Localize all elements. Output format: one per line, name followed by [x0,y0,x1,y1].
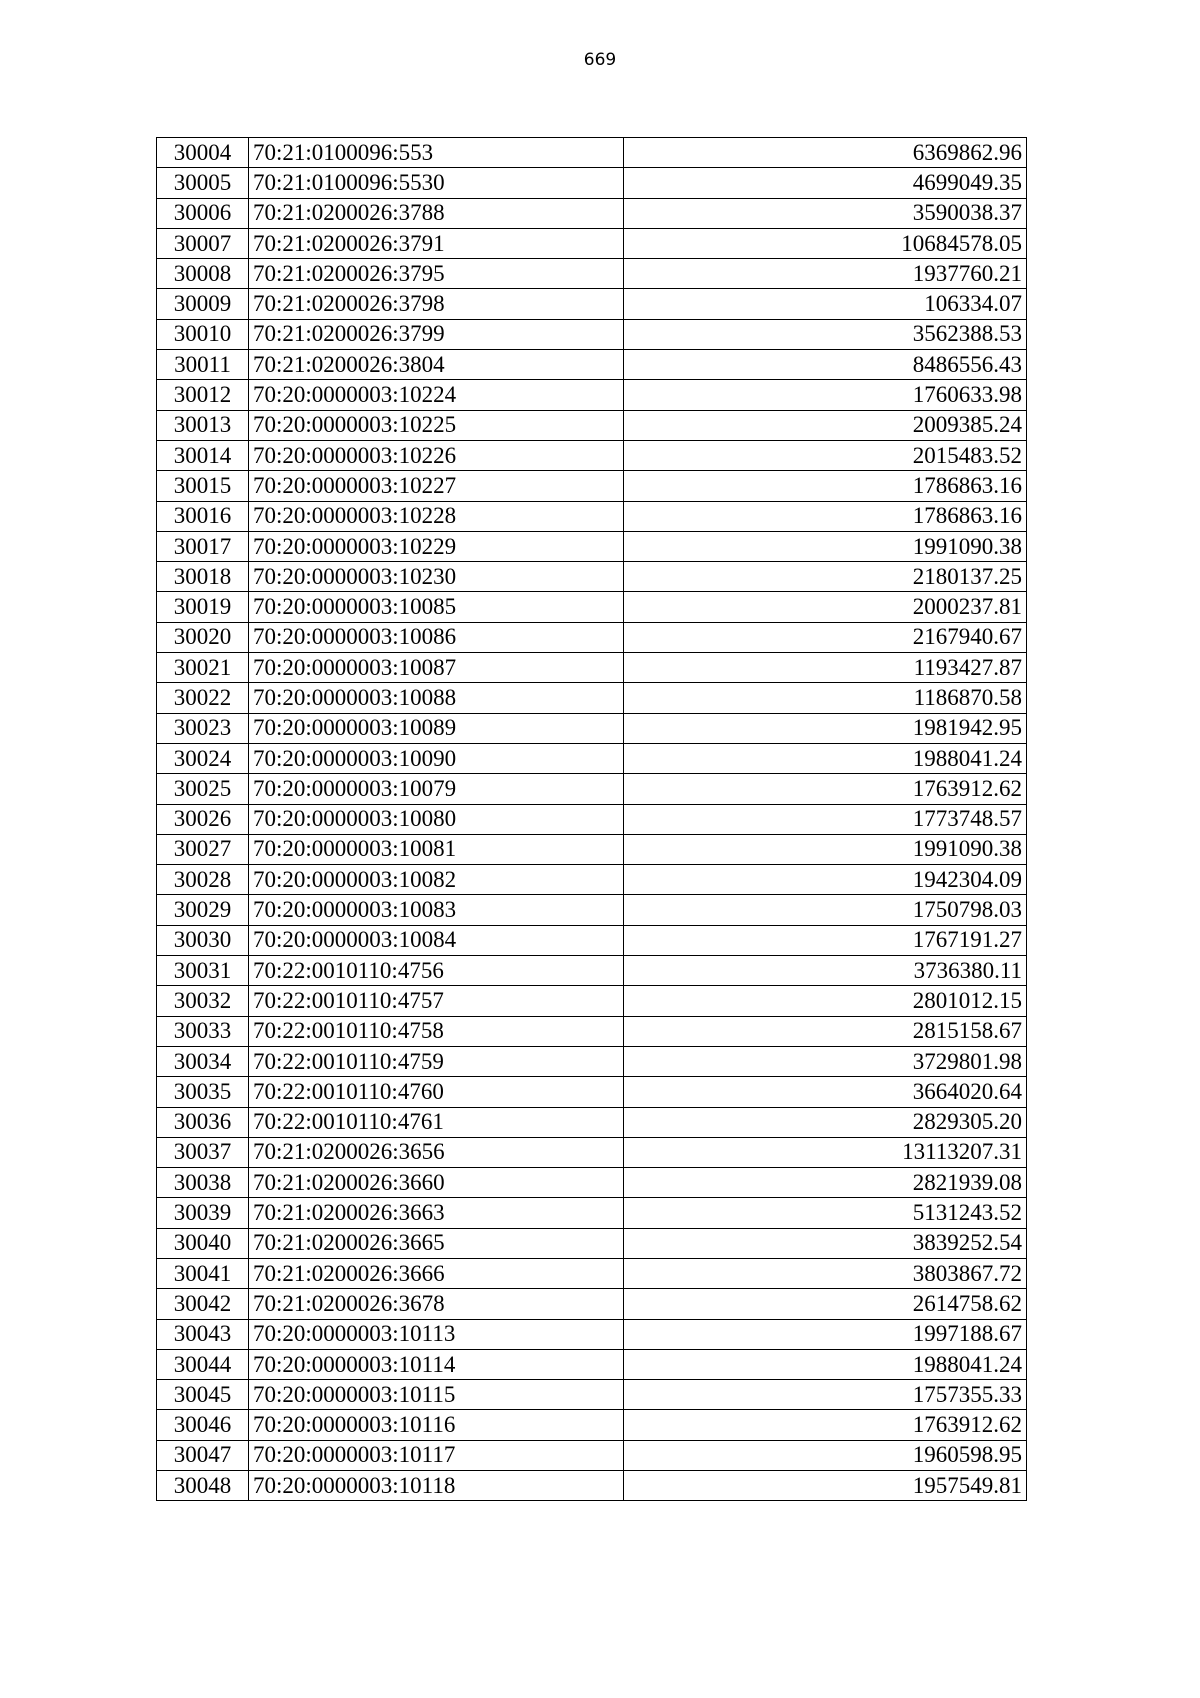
table-row [157,1410,1027,1440]
table-row [157,410,1027,440]
value-cell: 2614758.62 [624,1289,1027,1319]
table-row [157,834,1027,864]
table-row [157,774,1027,804]
cadastral-number-cell: 70:20:0000003:10090 [249,743,624,773]
row-number-cell: 30029 [157,895,249,925]
table-row [157,319,1027,349]
table-row [157,350,1027,380]
row-number-cell: 30044 [157,1349,249,1379]
row-number-cell: 30017 [157,531,249,561]
value-cell: 2009385.24 [624,410,1027,440]
table-row [157,1349,1027,1379]
value-cell: 1942304.09 [624,865,1027,895]
row-number-cell: 30022 [157,683,249,713]
value-cell: 1750798.03 [624,895,1027,925]
table-row [157,895,1027,925]
cadastral-number-cell: 70:21:0200026:3663 [249,1198,624,1228]
row-number-cell: 30021 [157,653,249,683]
row-number-cell: 30009 [157,289,249,319]
value-cell: 3736380.11 [624,956,1027,986]
table-row [157,1471,1027,1501]
row-number-cell: 30010 [157,319,249,349]
table-row [157,865,1027,895]
table-row [157,622,1027,652]
value-cell: 1757355.33 [624,1380,1027,1410]
table-row [157,1168,1027,1198]
table-row [157,1380,1027,1410]
value-cell: 6369862.96 [624,138,1027,168]
value-cell: 2000237.81 [624,592,1027,622]
row-number-cell: 30046 [157,1410,249,1440]
row-number-cell: 30015 [157,471,249,501]
cadastral-number-cell: 70:21:0200026:3798 [249,289,624,319]
value-cell: 3664020.64 [624,1077,1027,1107]
table-row [157,1319,1027,1349]
cadastral-number-cell: 70:21:0200026:3804 [249,350,624,380]
cadastral-number-cell: 70:20:0000003:10086 [249,622,624,652]
row-number-cell: 30042 [157,1289,249,1319]
table-row [157,471,1027,501]
value-cell: 1981942.95 [624,713,1027,743]
cadastral-number-cell: 70:21:0200026:3665 [249,1228,624,1258]
row-number-cell: 30027 [157,834,249,864]
cadastral-number-cell: 70:22:0010110:4761 [249,1107,624,1137]
row-number-cell: 30019 [157,592,249,622]
cadastral-number-cell: 70:20:0000003:10081 [249,834,624,864]
registry-table [156,137,1027,1501]
row-number-cell: 30034 [157,1046,249,1076]
cadastral-number-cell: 70:20:0000003:10118 [249,1471,624,1501]
row-number-cell: 30035 [157,1077,249,1107]
value-cell: 2801012.15 [624,986,1027,1016]
row-number-cell: 30047 [157,1440,249,1470]
cadastral-number-cell: 70:20:0000003:10116 [249,1410,624,1440]
row-number-cell: 30031 [157,956,249,986]
value-cell: 1988041.24 [624,1349,1027,1379]
value-cell: 3562388.53 [624,319,1027,349]
table-row [157,501,1027,531]
cadastral-number-cell: 70:20:0000003:10227 [249,471,624,501]
table-row [157,743,1027,773]
cadastral-number-cell: 70:20:0000003:10082 [249,865,624,895]
table-row [157,1077,1027,1107]
value-cell: 1186870.58 [624,683,1027,713]
table-row [157,1046,1027,1076]
value-cell: 1773748.57 [624,804,1027,834]
value-cell: 1786863.16 [624,471,1027,501]
cadastral-number-cell: 70:22:0010110:4758 [249,1016,624,1046]
value-cell: 3590038.37 [624,198,1027,228]
value-cell: 1988041.24 [624,743,1027,773]
table-row [157,592,1027,622]
cadastral-number-cell: 70:21:0200026:3656 [249,1137,624,1167]
cadastral-number-cell: 70:20:0000003:10230 [249,562,624,592]
table-row [157,531,1027,561]
value-cell: 106334.07 [624,289,1027,319]
row-number-cell: 30018 [157,562,249,592]
value-cell: 2015483.52 [624,440,1027,470]
table-row [157,713,1027,743]
cadastral-number-cell: 70:22:0010110:4759 [249,1046,624,1076]
row-number-cell: 30011 [157,350,249,380]
cadastral-number-cell: 70:20:0000003:10114 [249,1349,624,1379]
row-number-cell: 30048 [157,1471,249,1501]
cadastral-number-cell: 70:22:0010110:4760 [249,1077,624,1107]
cadastral-number-cell: 70:20:0000003:10087 [249,653,624,683]
value-cell: 1763912.62 [624,774,1027,804]
table-row [157,259,1027,289]
row-number-cell: 30025 [157,774,249,804]
value-cell: 1763912.62 [624,1410,1027,1440]
row-number-cell: 30020 [157,622,249,652]
row-number-cell: 30043 [157,1319,249,1349]
row-number-cell: 30038 [157,1168,249,1198]
row-number-cell: 30013 [157,410,249,440]
table-row [157,683,1027,713]
table-row [157,1198,1027,1228]
value-cell: 1760633.98 [624,380,1027,410]
cadastral-number-cell: 70:21:0200026:3791 [249,228,624,258]
row-number-cell: 30004 [157,138,249,168]
row-number-cell: 30008 [157,259,249,289]
row-number-cell: 30023 [157,713,249,743]
cadastral-number-cell: 70:20:0000003:10088 [249,683,624,713]
cadastral-number-cell: 70:21:0200026:3678 [249,1289,624,1319]
value-cell: 3803867.72 [624,1258,1027,1288]
cadastral-number-cell: 70:21:0200026:3795 [249,259,624,289]
value-cell: 1997188.67 [624,1319,1027,1349]
table-row [157,956,1027,986]
cadastral-number-cell: 70:20:0000003:10115 [249,1380,624,1410]
cadastral-number-cell: 70:20:0000003:10113 [249,1319,624,1349]
value-cell: 5131243.52 [624,1198,1027,1228]
row-number-cell: 30024 [157,743,249,773]
table-row [157,804,1027,834]
table-row [157,289,1027,319]
cadastral-number-cell: 70:21:0200026:3660 [249,1168,624,1198]
cadastral-number-cell: 70:21:0200026:3666 [249,1258,624,1288]
cadastral-number-cell: 70:21:0100096:553 [249,138,624,168]
value-cell: 1991090.38 [624,834,1027,864]
table-row [157,1137,1027,1167]
cadastral-number-cell: 70:21:0200026:3788 [249,198,624,228]
value-cell: 2815158.67 [624,1016,1027,1046]
table-row [157,228,1027,258]
row-number-cell: 30028 [157,865,249,895]
cadastral-number-cell: 70:20:0000003:10224 [249,380,624,410]
table-row [157,380,1027,410]
cadastral-number-cell: 70:20:0000003:10080 [249,804,624,834]
value-cell: 1937760.21 [624,259,1027,289]
table-row [157,440,1027,470]
value-cell: 4699049.35 [624,168,1027,198]
row-number-cell: 30026 [157,804,249,834]
cadastral-number-cell: 70:20:0000003:10228 [249,501,624,531]
page-number: 669 [583,50,617,70]
cadastral-number-cell: 70:20:0000003:10085 [249,592,624,622]
row-number-cell: 30030 [157,925,249,955]
table-row [157,168,1027,198]
cadastral-number-cell: 70:22:0010110:4756 [249,956,624,986]
table-row [157,986,1027,1016]
cadastral-number-cell: 70:20:0000003:10225 [249,410,624,440]
row-number-cell: 30032 [157,986,249,1016]
row-number-cell: 30041 [157,1258,249,1288]
table-row [157,562,1027,592]
value-cell: 1960598.95 [624,1440,1027,1470]
row-number-cell: 30039 [157,1198,249,1228]
table-row [157,653,1027,683]
registry-table-body [157,138,1027,1501]
row-number-cell: 30037 [157,1137,249,1167]
row-number-cell: 30012 [157,380,249,410]
cadastral-number-cell: 70:20:0000003:10089 [249,713,624,743]
row-number-cell: 30040 [157,1228,249,1258]
value-cell: 2821939.08 [624,1168,1027,1198]
row-number-cell: 30033 [157,1016,249,1046]
row-number-cell: 30045 [157,1380,249,1410]
value-cell: 1957549.81 [624,1471,1027,1501]
value-cell: 2167940.67 [624,622,1027,652]
cadastral-number-cell: 70:20:0000003:10084 [249,925,624,955]
cadastral-number-cell: 70:21:0200026:3799 [249,319,624,349]
row-number-cell: 30016 [157,501,249,531]
table-row [157,138,1027,168]
cadastral-number-cell: 70:20:0000003:10229 [249,531,624,561]
cadastral-number-cell: 70:21:0100096:5530 [249,168,624,198]
value-cell: 1786863.16 [624,501,1027,531]
table-row [157,925,1027,955]
row-number-cell: 30014 [157,440,249,470]
table-row [157,1107,1027,1137]
table-row [157,1016,1027,1046]
row-number-cell: 30036 [157,1107,249,1137]
table-row [157,1228,1027,1258]
cadastral-number-cell: 70:22:0010110:4757 [249,986,624,1016]
value-cell: 8486556.43 [624,350,1027,380]
cadastral-number-cell: 70:20:0000003:10083 [249,895,624,925]
row-number-cell: 30006 [157,198,249,228]
value-cell: 2180137.25 [624,562,1027,592]
cadastral-number-cell: 70:20:0000003:10226 [249,440,624,470]
value-cell: 2829305.20 [624,1107,1027,1137]
value-cell: 1991090.38 [624,531,1027,561]
cadastral-number-cell: 70:20:0000003:10079 [249,774,624,804]
row-number-cell: 30005 [157,168,249,198]
table-row [157,1440,1027,1470]
value-cell: 13113207.31 [624,1137,1027,1167]
value-cell: 3839252.54 [624,1228,1027,1258]
value-cell: 1767191.27 [624,925,1027,955]
table-row [157,1289,1027,1319]
row-number-cell: 30007 [157,228,249,258]
value-cell: 1193427.87 [624,653,1027,683]
value-cell: 10684578.05 [624,228,1027,258]
table-row [157,1258,1027,1288]
table-row [157,198,1027,228]
cadastral-number-cell: 70:20:0000003:10117 [249,1440,624,1470]
value-cell: 3729801.98 [624,1046,1027,1076]
